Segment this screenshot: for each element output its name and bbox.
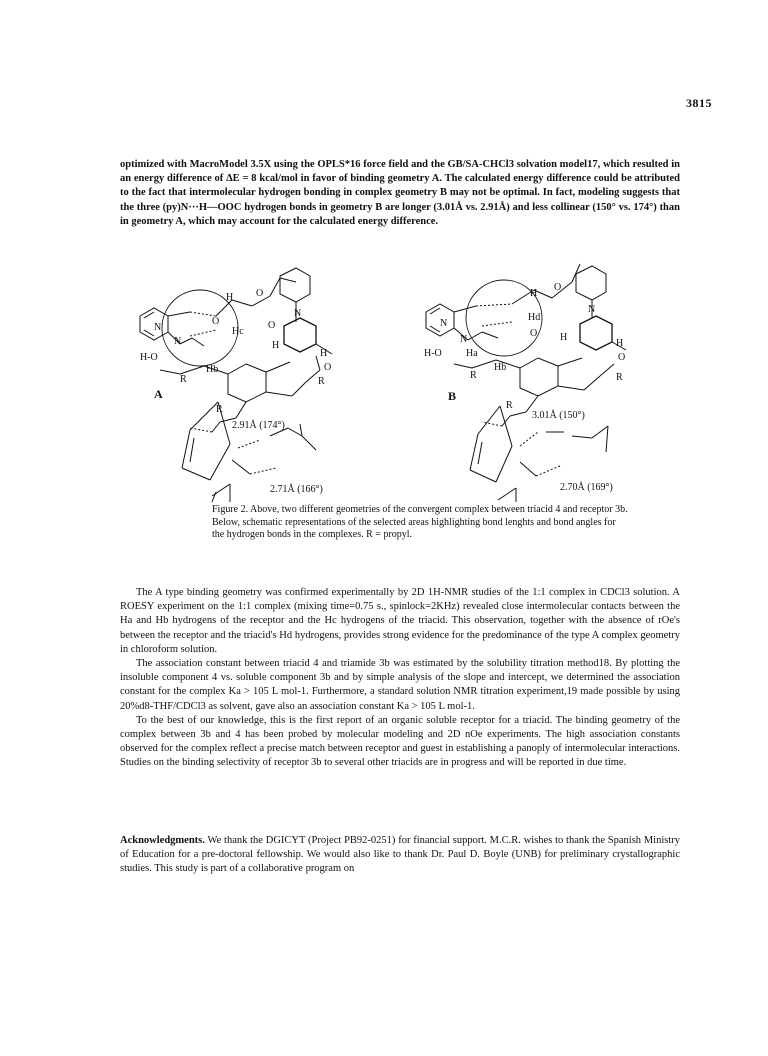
- figure-2: [120, 256, 680, 506]
- intro-paragraph: [120, 158, 680, 229]
- atom-label: R: [216, 404, 223, 415]
- atom-label: R: [318, 376, 325, 387]
- atom-label: O: [212, 316, 220, 327]
- atom-label: H: [616, 338, 624, 349]
- atom-label: R: [616, 372, 623, 383]
- atom-label: Ha: [466, 348, 478, 359]
- geom-a-bottom-label: 2.71Å (166°): [270, 484, 323, 495]
- body-text: [120, 586, 680, 771]
- geom-a-top-label: 2.91Å (174°): [232, 420, 285, 431]
- page-number: 3815: [686, 96, 712, 110]
- intro-text: optimized with MacroModel 3.5X using the OPLS*16 force field and the GB/SA-CHCl3 solvation model17, which resulted in an energy difference of ΔE = 8 kcal/mol in favor of binding geometry A. The calculated energy difference could be attributed to the fact that intermolecular hydrogen bonding in complex geometry B may not be optimal. In fact, modeling suggests that the three (py)N···H—OOC hydrogen bonds in geometry B are longer (3.01Å vs. 2.91Å) and less collinear (150° vs. 174°) than in geometry A, which may account for the calculated energy difference.: [120, 159, 680, 227]
- acknowledgments: [120, 834, 680, 877]
- atom-label: N: [460, 334, 468, 345]
- ack-heading: Acknowledgments.: [120, 835, 205, 846]
- atom-label: Hd: [528, 312, 541, 323]
- atom-label: R: [470, 370, 477, 381]
- body-paragraph-2: The association constant between triacid 4 and triamide 3b was estimated by the solubility titration method18. By plotting the insoluble component 4 vs. soluble component 3b and by simple analysis of the slope and intercept, we determined the association constant for the complex Ka > 105 L mol-1. Furthermore, a standard solution NMR titration experiment,19 made possible by using 20%d8-THF/CDCl3 as solvent, gave also an association constant Ka > 105 L mol-1.: [120, 658, 680, 712]
- atom-label: R: [180, 374, 187, 385]
- atom-label: Hb: [494, 362, 507, 373]
- atom-label: H: [272, 340, 280, 351]
- body-paragraph-1: The A type binding geometry was confirmed experimentally by 2D 1H-NMR studies of the 1:1 complex in CDCl3 solution. A ROESY experiment on the 1:1 complex (mixing time=0.75 s., spinlock=2KHz) revealed close intermolecular contacts between the Ha and Hb hydrogens of the receptor and the Hc hydrogens of the triacid. This observation, together with the absence of rOe's between the receptor and the triacid's Hd hydrogens, provides strong evidence for the predominance of the type A complex geometry in chloroform solution.: [120, 587, 680, 655]
- atom-label: O: [324, 362, 332, 373]
- atom-label: Hc: [232, 326, 244, 337]
- body-paragraph-3: To the best of our knowledge, this is the first report of an organic soluble receptor for a triacid. The binding geometry of the complex between 3b and 4 has been probed by molecular modeling and 2D nOe experiments. The high association constants observed for the complex reflect a precise match between receptor and guest in establishing a panoply of intermolecular interactions. Studies on the binding selectivity of receptor 3b to several other triacids are in progress and will be reported in due time.: [120, 714, 680, 769]
- atom-label: O: [256, 288, 264, 299]
- atom-label: O: [554, 282, 562, 293]
- caption-line: Below, schematic representations of the selected areas highlighting bond lenghts and bond angles for: [212, 516, 616, 528]
- atom-label: H: [320, 348, 328, 359]
- figure-caption: [212, 504, 652, 542]
- geom-b-bottom-label: 2.70Å (169°): [560, 482, 613, 493]
- atom-label: O: [268, 320, 276, 331]
- atom-label: Hb: [206, 364, 219, 375]
- atom-label: H: [530, 288, 538, 299]
- structure-a: [140, 268, 332, 432]
- atom-label: N: [174, 336, 182, 347]
- figure-2-drawing: [120, 256, 680, 506]
- atom-label: O: [618, 352, 626, 363]
- atom-label: O: [530, 328, 538, 339]
- caption-line: the hydrogen bonds in the complexes. R = propyl.: [212, 529, 413, 541]
- structure-a-label: A: [154, 387, 163, 401]
- atom-label: H: [560, 332, 568, 343]
- atom-label: R: [506, 400, 513, 411]
- geom-b-top-label: 3.01Å (150°): [532, 410, 585, 421]
- atom-label: N: [294, 308, 302, 319]
- ack-text: We thank the DGICYT (Project PB92-0251) for financial support. M.C.R. wishes to thank the Spanish Ministry of Education for a pre-doctoral fellowship. We would also like to thank Dr. Paul D. Boyle (UNB) for preliminary crystallographic studies. This study is part of a collaborative program on: [120, 835, 680, 875]
- atom-label: H-O: [140, 352, 158, 363]
- structure-b-label: B: [448, 389, 457, 403]
- atom-label: H: [226, 292, 234, 303]
- atom-label: N: [588, 304, 596, 315]
- atom-label: N: [154, 322, 162, 333]
- atom-label: H-O: [424, 348, 442, 359]
- atom-label: N: [440, 318, 448, 329]
- caption-line: Figure 2. Above, two different geometries of the convergent complex between triacid 4 and receptor 3b.: [212, 504, 628, 515]
